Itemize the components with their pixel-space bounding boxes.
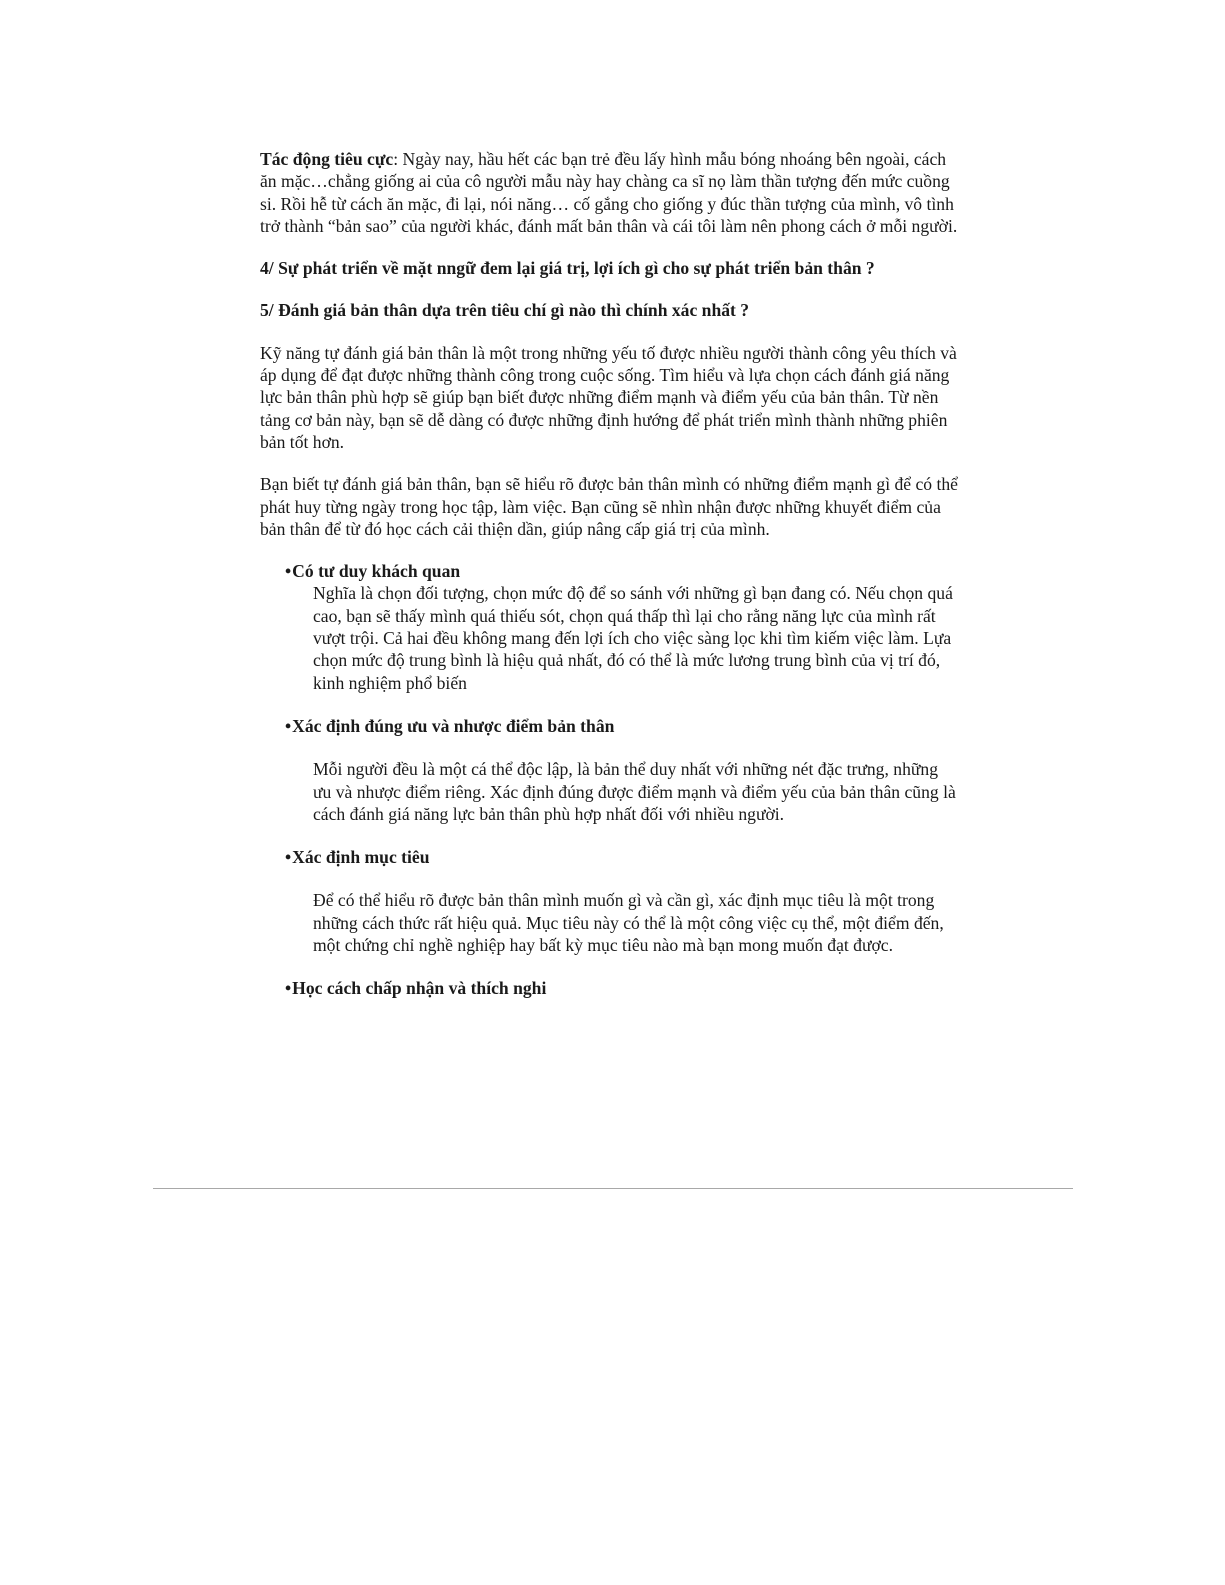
bullet-title: Xác định đúng ưu và nhược điểm bản thân xyxy=(292,715,615,736)
heading-question-5: 5/ Đánh giá bản thân dựa trên tiêu chí gì nào thì chính xác nhất ? xyxy=(260,300,750,321)
bullet-list xyxy=(285,560,960,999)
spacer xyxy=(285,956,960,977)
bullet-title: Có tư duy khách quan xyxy=(292,561,461,582)
document-page xyxy=(260,148,960,1000)
bullet-item xyxy=(285,846,960,956)
bullet-item xyxy=(285,715,960,825)
spacer xyxy=(285,694,960,715)
body-paragraph-1: Kỹ năng tự đánh giá bản thân là một trong những yếu tố được nhiều người thành công yêu thích và áp dụng để đạt được những thành công trong cuộc sống. Tìm hiểu và lựa chọn cách đánh giá năng lực bản thân phù hợp sẽ giúp bạn biết được những điểm mạnh và điểm yếu của bản thân. Từ nền tảng cơ bản này, bạn sẽ dễ dàng có được những định hướng để phát triển mình thành những phiên bản tốt hơn. xyxy=(260,342,957,452)
intro-paragraph xyxy=(260,148,960,237)
bullet-body: Mỗi người đều là một cá thể độc lập, là bản thể duy nhất với những nét đặc trưng, những ưu và nhược điểm riêng. Xác định đúng được điểm mạnh và điểm yếu của bản thân cũng là cách đánh giá năng lực bản thân phù hợp nhất đối với nhiều người. xyxy=(313,759,956,824)
spacer xyxy=(285,737,960,758)
bullet-item xyxy=(285,977,960,999)
intro-text: : Ngày nay, hầu hết các bạn trẻ đều lấy hình mẫu bóng nhoáng bên ngoài, cách ăn mặc…chẳng giống ai của cô người mẫu này hay chàng ca sĩ nọ làm thần tượng đến mức cuồng si. Rồi hễ từ cách ăn mặc, đi lại, nói năng… cố gắng cho giống y đúc thần tượng của mình, vô tình trở thành “bản sao” của người khác, đánh mất bản thân và cái tôi làm nên phong cách ở mỗi người. xyxy=(260,149,958,236)
bullet-title-row xyxy=(285,560,960,582)
intro-label: Tác động tiêu cực xyxy=(260,149,394,169)
bullet-body: Nghĩa là chọn đối tượng, chọn mức độ để so sánh với những gì bạn đang có. Nếu chọn quá cao, bạn sẽ thấy mình quá thiếu sót, chọn quá thấp thì lại cho rằng năng lực của mình rất vượt trội. Cả hai đều không mang đến lợi ích cho việc sàng lọc khi tìm kiếm việc làm. Lựa chọn mức độ trung bình là hiệu quả nhất, đó có thể là mức lương trung bình của vị trí đó, kinh nghiệm phổ biến xyxy=(313,583,953,693)
bullet-dot-icon: • xyxy=(285,847,292,868)
bullet-body: Để có thể hiểu rõ được bản thân mình muốn gì và cần gì, xác định mục tiêu là một trong những cách thức rất hiệu quả. Mục tiêu này có thể là một công việc cụ thể, một điểm đến, một chứng chỉ nghề nghiệp hay bất kỳ mục tiêu nào mà bạn mong muốn đạt được. xyxy=(313,890,944,956)
bullet-item xyxy=(285,560,960,694)
body-paragraph-2: Bạn biết tự đánh giá bản thân, bạn sẽ hiểu rõ được bản thân mình có những điểm mạnh gì để có thể phát huy từng ngày trong học tập, làm việc. Bạn cũng sẽ nhìn nhận được những khuyết điểm của bản thân để từ đó học cách cải thiện dần, giúp nâng cấp giá trị của mình. xyxy=(260,474,958,539)
bullet-title: Xác định mục tiêu xyxy=(292,847,430,868)
bullet-dot-icon: • xyxy=(285,561,292,582)
spacer xyxy=(285,868,960,889)
bullet-title-row xyxy=(285,846,960,868)
spacer xyxy=(285,825,960,846)
heading-question-4: 4/ Sự phát triển về mặt nngữ đem lại giá trị, lợi ích gì cho sự phát triển bản thân ? xyxy=(260,258,875,279)
bullet-title-row xyxy=(285,715,960,737)
bullet-title: Học cách chấp nhận và thích nghi xyxy=(292,978,547,999)
page-footer-divider xyxy=(153,1188,1073,1189)
bullet-dot-icon: • xyxy=(285,715,292,736)
bullet-title-row xyxy=(285,977,960,999)
bullet-dot-icon: • xyxy=(285,978,292,999)
